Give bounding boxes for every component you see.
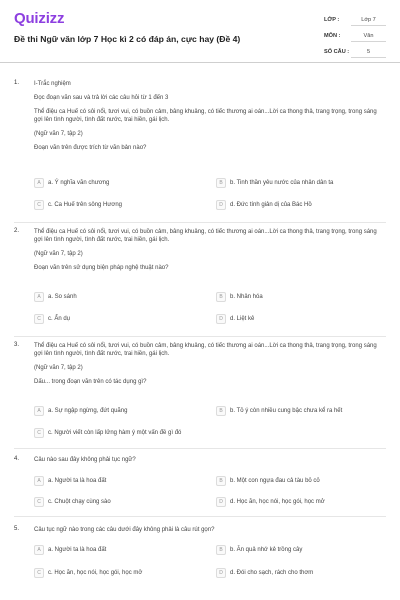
option-text: b. Nhân hóa [230, 294, 263, 300]
option-a[interactable] [34, 290, 77, 304]
option-text: c. Chuột chạy cùng sào [48, 499, 111, 505]
question-number: 4. [14, 456, 20, 462]
option-key: D [216, 200, 226, 210]
option-key: C [34, 568, 44, 578]
question-text: Thể điệu ca Huế có sôi nổi, tươi vui, có buồn cảm, bâng khuâng, có tiếc thương ai oán...Lời ca thong thả, trang trọng, trong sáng gợi lên tình người, tình đất nước, trai hiền, gái lịch. [34, 109, 377, 124]
option-text: d. Đói cho sạch, rách cho thơm [230, 570, 314, 576]
option-b[interactable] [216, 176, 333, 190]
option-d[interactable] [216, 312, 254, 326]
quizizz-logo: Quizizz [14, 10, 65, 27]
option-a[interactable] [34, 474, 106, 488]
option-key: A [34, 545, 44, 555]
option-b[interactable] [216, 474, 320, 488]
meta-label: MÔN : [324, 33, 341, 39]
meta-label: LỚP : [324, 17, 340, 23]
question-body [34, 456, 386, 464]
option-a[interactable] [34, 176, 109, 190]
option-c[interactable] [34, 312, 70, 326]
option-key: C [34, 314, 44, 324]
option-c[interactable] [34, 198, 122, 212]
question-number: 1. [14, 80, 20, 86]
question-divider [14, 516, 386, 517]
option-key: D [216, 568, 226, 578]
meta-row-grade [324, 12, 386, 28]
option-text: b. Một con ngựa đau cả tàu bỏ cỏ [230, 478, 320, 484]
option-text: a. Sự ngập ngừng, đứt quãng [48, 408, 128, 414]
meta-row-subject [324, 28, 386, 44]
question-text: Dấu... trong đoạn văn trên có tác dụng gì? [34, 379, 147, 386]
question-text: Câu tục ngữ nào trong các câu dưới đây không phải là câu rút gọn? [34, 527, 215, 533]
option-text: a. Người ta là hoa đất [48, 478, 107, 484]
question-divider [14, 448, 386, 449]
question-body [34, 342, 386, 387]
meta-value: 5 [351, 46, 386, 58]
question-text: (Ngữ văn 7, tập 2) [34, 365, 83, 372]
question-number: 3. [14, 342, 20, 348]
option-key: B [216, 292, 226, 302]
option-c[interactable] [34, 426, 181, 440]
option-b[interactable] [216, 290, 263, 304]
option-b[interactable] [216, 404, 342, 418]
question-text: Đọc đoạn văn sau và trả lời các câu hỏi từ 1 đến 3 [34, 95, 169, 101]
question-text: Câu nào sau đây không phải tục ngữ? [34, 457, 136, 463]
question-text: (Ngữ văn 7, tập 2) [34, 131, 83, 138]
option-text: c. Người viết còn lấp lửng hàm ý một vấn đề gì đó [48, 430, 182, 436]
option-text: a. So sánh [48, 294, 77, 300]
option-text: a. Người ta là hoa đất [48, 547, 107, 553]
option-text: d. Đức tính giản dị của Bác Hồ [230, 202, 312, 208]
question-text: Thể điệu ca Huế có sôi nổi, tươi vui, có buồn cảm, bâng khuâng, có tiếc thương ai oán...Lời ca thong thả, trang trọng, trong sáng gợi lên tình người, tình đất nước, trai hiền, gái lịch. [34, 229, 377, 244]
question-text: I-Trắc nghiệm [34, 81, 71, 87]
option-text: c. Ẩn dụ [48, 316, 71, 322]
option-a[interactable] [34, 543, 106, 557]
option-a[interactable] [34, 404, 127, 418]
option-key: C [34, 428, 44, 438]
option-d[interactable] [216, 495, 325, 509]
meta-row-count [324, 44, 386, 60]
question-text: Thể điệu ca Huế có sôi nổi, tươi vui, có buồn cảm, bâng khuâng, có tiếc thương ai oán...Lời ca thong thả, trang trọng, trong sáng gợi lên tình người, tình đất nước, trai hiền, gái lịch. [34, 343, 377, 358]
option-key: B [216, 545, 226, 555]
option-key: C [34, 200, 44, 210]
option-d[interactable] [216, 566, 313, 580]
option-c[interactable] [34, 566, 142, 580]
option-d[interactable] [216, 198, 312, 212]
option-key: B [216, 406, 226, 416]
option-text: d. Liệt kê [230, 316, 255, 322]
option-text: a. Ý nghĩa văn chương [48, 180, 110, 186]
option-text: b. Tinh thần yêu nước của nhân dân ta [230, 180, 334, 186]
option-text: b. Tỏ ý còn nhiều cung bậc chưa kể ra hết [230, 408, 343, 414]
meta-value: Văn [351, 30, 386, 42]
meta-label: SỐ CÂU : [324, 49, 350, 55]
option-key: A [34, 406, 44, 416]
option-key: D [216, 497, 226, 507]
option-key: A [34, 476, 44, 486]
question-body [34, 80, 386, 153]
question-divider [14, 222, 386, 223]
option-key: A [34, 292, 44, 302]
question-text: Đoạn văn trên sử dụng biện pháp nghệ thuật nào? [34, 265, 169, 272]
question-text: (Ngữ văn 7, tập 2) [34, 251, 83, 258]
question-body [34, 228, 386, 273]
question-body [34, 526, 386, 534]
option-text: c. Học ăn, học nói, học gói, học mở [48, 570, 143, 576]
question-number: 2. [14, 228, 20, 234]
option-c[interactable] [34, 495, 111, 509]
option-key: B [216, 476, 226, 486]
page-title: Đề thi Ngữ văn lớp 7 Học kì 2 có đáp án, cực hay (Đề 4) [14, 34, 241, 44]
option-text: b. Ăn quả nhớ kẻ trồng cây [230, 547, 303, 553]
option-key: A [34, 178, 44, 188]
question-divider [14, 336, 386, 337]
option-b[interactable] [216, 543, 302, 557]
option-key: C [34, 497, 44, 507]
question-text: Đoạn văn trên được trích từ văn bản nào? [34, 145, 147, 152]
meta-value: Lớp 7 [351, 14, 386, 26]
header-divider [0, 62, 400, 63]
option-text: d. Học ăn, học nói, học gói, học mở [230, 499, 325, 505]
option-key: B [216, 178, 226, 188]
option-text: c. Ca Huế trên sông Hương [48, 202, 122, 208]
worksheet-meta [324, 12, 386, 60]
option-key: D [216, 314, 226, 324]
question-number: 5. [14, 526, 20, 532]
worksheet-header [14, 10, 386, 66]
